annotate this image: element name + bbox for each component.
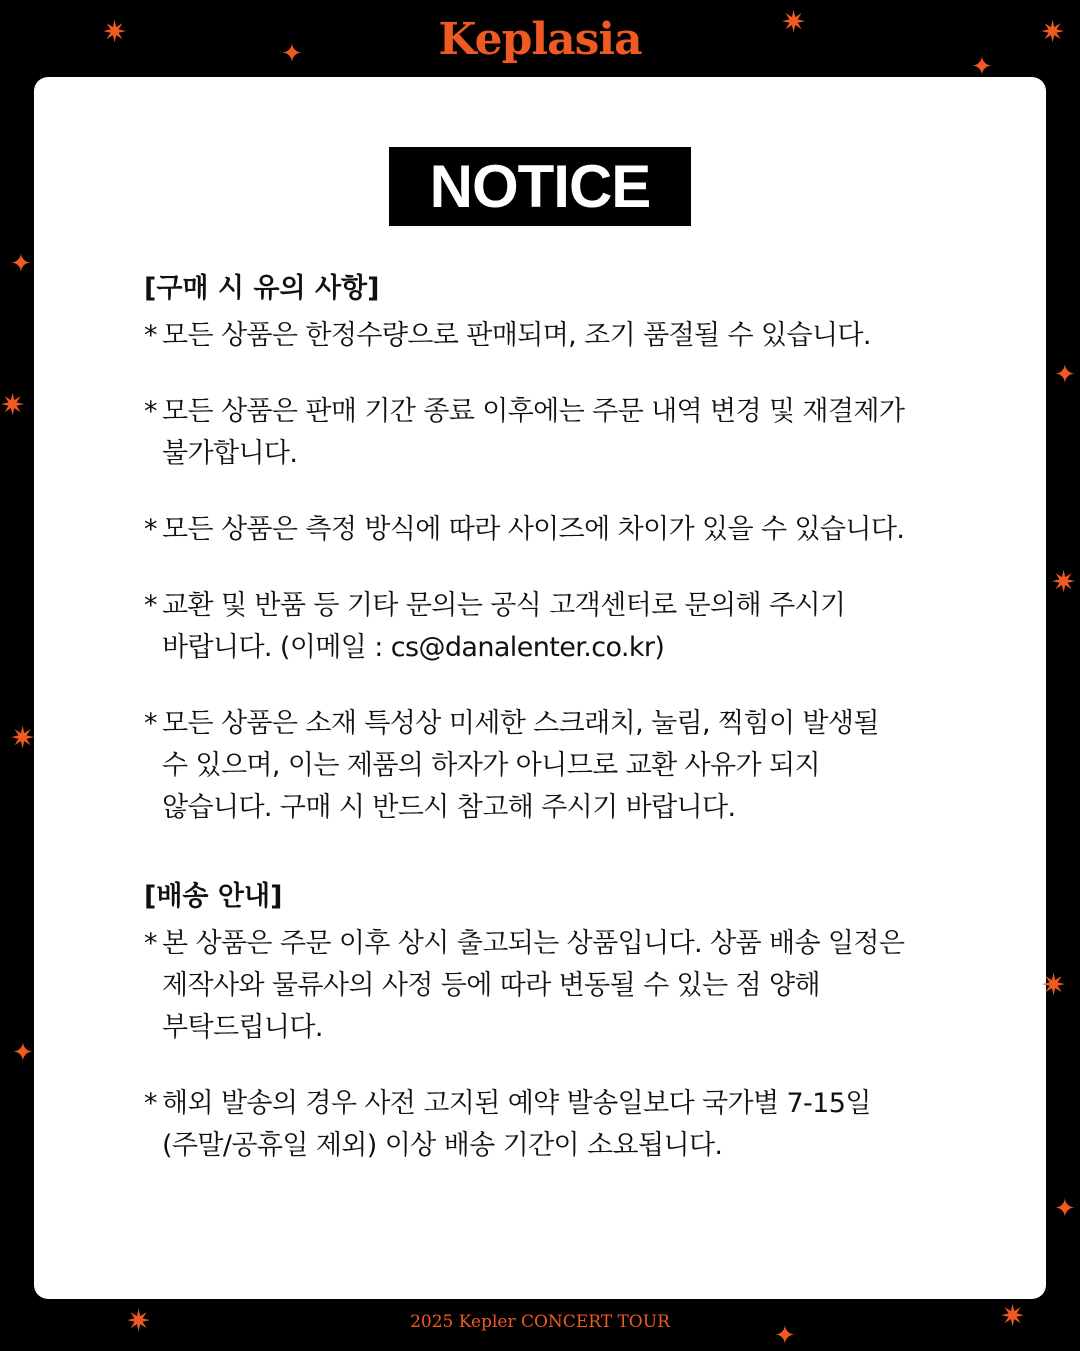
sparkle-star-icon: ✷ [1000,1299,1026,1334]
notice-content [144,269,994,1167]
sparkle-star-icon: ✦ [1054,360,1076,390]
section-title-purchase: [구매 시 유의 사항] [144,273,380,304]
sparkle-star-icon: ✷ [1040,15,1066,50]
bullet-icon: * [144,590,157,621]
list-item: * 모든 상품은 소재 특성상 미세한 스크래치, 눌림, 찍힘이 발생될 수 있으며, 이는 제품의 하자가 아니므로 교환 사유가 되지 않습니다. 구매 시 반드시 참고해 주시기 바랍니다. [144,703,994,829]
section-title-shipping: [배송 안내] [144,881,283,912]
list-item: * 교환 및 반품 등 기타 문의는 공식 고객센터로 문의해 주시기 바랍니다. (이메일 : cs@danalenter.co.kr) [144,585,994,669]
bullet-icon: * [144,928,157,959]
list-item: * 해외 발송의 경우 사전 고지된 예약 발송일보다 국가별 7-15일 (주말/공휴일 제외) 이상 배송 기간이 소요됩니다. [144,1083,994,1167]
sparkle-star-icon: ✦ [10,249,32,279]
bullet-icon: * [144,708,157,739]
bullet-icon: * [144,320,157,351]
sparkle-star-icon: ✷ [0,388,26,423]
notice-card [34,77,1046,1299]
sparkle-star-icon: ✦ [12,1038,34,1068]
footer-tour-title: 2025 Kepler CONCERT TOUR [410,1312,670,1332]
list-item: * 모든 상품은 판매 기간 종료 이후에는 주문 내역 변경 및 재결제가 불가합니다. [144,391,994,475]
sparkle-star-icon: ✦ [1054,1194,1076,1224]
list-item: * 모든 상품은 한정수량으로 판매되며, 조기 품절될 수 있습니다. [144,315,994,357]
sparkle-star-icon: ✦ [774,1321,796,1351]
notice-title: NOTICE [389,147,691,226]
sparkle-star-icon: ✦ [281,39,303,69]
sparkle-star-icon: ✦ [971,52,993,82]
sparkle-star-icon: ✷ [781,5,807,40]
sparkle-star-icon: ✷ [1041,968,1067,1003]
sparkle-star-icon: ✷ [1051,565,1077,600]
sparkle-star-icon: ✷ [102,15,128,50]
bullet-icon: * [144,514,157,545]
list-item: * 본 상품은 주문 이후 상시 출고되는 상품입니다. 상품 배송 일정은 제작사와 물류사의 사정 등에 따라 변동될 수 있는 점 양해 부탁드립니다. [144,923,994,1049]
bullet-icon: * [144,396,157,427]
sparkle-star-icon: ✷ [10,721,36,756]
bullet-icon: * [144,1088,157,1119]
sparkle-star-icon: ✷ [126,1304,152,1339]
brand-logo: Keplasia [438,14,642,65]
list-item: * 모든 상품은 측정 방식에 따라 사이즈에 차이가 있을 수 있습니다. [144,509,994,551]
